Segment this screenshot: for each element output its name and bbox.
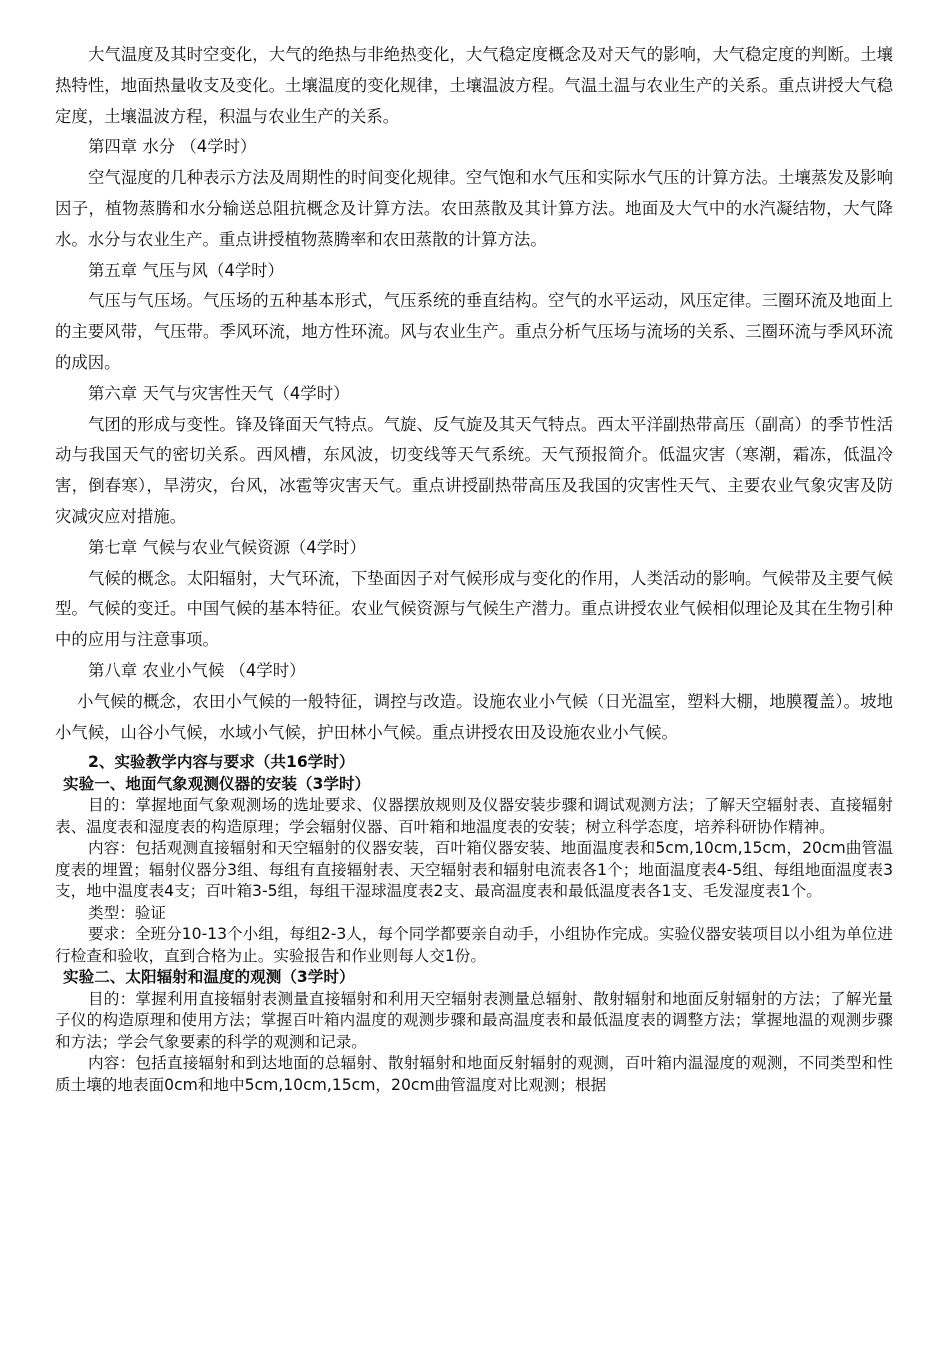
chapter-heading: 第六章 天气与灾害性天气（4学时） [88,383,350,403]
paragraph: 大气温度及其时空变化，大气的绝热与非绝热变化，大气稳定度概念及对天气的影响，大气稳定度的判断。土壤热特性，地面热量收支及变化。土壤温度的变化规律，土壤温波方程。气温土温与农业生产的关系。重点讲授大气稳定度，土壤温波方程，积温与农业生产的关系。 [55,45,893,126]
paragraph: 气压与气压场。气压场的五种基本形式，气压系统的垂直结构。空气的水平运动，风压定律。三圈环流及地面上的主要风带，气压带。季风环流，地方性环流。风与农业生产。重点分析气压场与流场的关系、三圈环流与季风环流的成因。 [55,291,893,372]
section-heading: 2、实验教学内容与要求（共16学时） [88,753,355,772]
experiment-content: 内容：包括观测直接辐射和天空辐射的仪器安装，百叶箱仪器安装、地面温度表和5cm,10cm,15cm，20cm曲管温度表的埋置；辐射仪器分3组、每组有直接辐射表、天空辐射表和辐射电流表各1个；地面温度表4-5组、每组地面温度表3支，地中温度表4支；百叶箱3-5组，每组干湿球温度表2支、最高温度表和最低温度表各1支、毛发湿度表1个。 [55,839,893,901]
experiment-title: 实验一、地面气象观测仪器的安装（3学时） [63,774,371,793]
paragraph: 空气湿度的几种表示方法及周期性的时间变化规律。空气饱和水气压和实际水气压的计算方法。土壤蒸发及影响因子，植物蒸腾和水分输送总阻抗概念及计算方法。农田蒸散及其计算方法。地面及大气中的水汽凝结物，大气降水。水分与农业生产。重点讲授植物蒸腾率和农田蒸散的计算方法。 [55,168,893,249]
chapter-heading: 第四章 水分 （4学时） [88,137,257,157]
paragraph: 小气候的概念，农田小气候的一般特征，调控与改造。设施农业小气候（日光温室，塑料大棚，地膜覆盖）。坡地小气候，山谷小气候，水域小气候，护田林小气候。重点讲授农田及设施农业小气候。 [55,691,893,742]
experiment-goal: 目的：掌握利用直接辐射表测量直接辐射和利用天空辐射表测量总辐射、散射辐射和地面反射辐射的方法；了解光量子仪的构造原理和使用方法；掌握百叶箱内温度的观测步骤和最高温度表和最低温度表的调整方法；掌握地温的观测步骤和方法；学会气象要素的科学的观测和记录。 [55,989,893,1051]
experiment-title: 实验二、太阳辐射和温度的观测（3学时） [63,968,355,987]
document-page [55,40,893,1096]
experiment-content: 内容：包括直接辐射和到达地面的总辐射、散射辐射和地面反射辐射的观测，百叶箱内温湿度的观测，不同类型和性质土壤的地表面0cm和地中5cm,10cm,15cm，20cm曲管温度对比观测；根据 [55,1054,893,1094]
experiment-type: 类型：验证 [88,903,166,922]
chapter-heading: 第八章 农业小气候 （4学时） [88,660,306,680]
chapter-heading: 第七章 气候与农业气候资源（4学时） [88,537,366,557]
experiment-requirement: 要求：全班分10-13个小组，每组2-3人，每个同学都要亲自动手，小组协作完成。实验仪器安装项目以小组为单位进行检查和验收，直到合格为止。实验报告和作业则每人交1份。 [55,925,893,965]
paragraph: 气团的形成与变性。锋及锋面天气特点。气旋、反气旋及其天气特点。西太平洋副热带高压（副高）的季节性活动与我国天气的密切关系。西风槽，东风波，切变线等天气系统。天气预报简介。低温灾害（寒潮，霜冻，低温冷害，倒春寒），旱涝灾，台风，冰雹等灾害天气。重点讲授副热带高压及我国的灾害性天气、主要农业气象灾害及防灾减灾应对措施。 [55,414,893,526]
experiment-goal: 目的：掌握地面气象观测场的选址要求、仪器摆放规则及仪器安装步骤和调试观测方法；了解天空辐射表、直接辐射表、温度表和湿度表的构造原理；学会辐射仪器、百叶箱和地温度表的安装；树立科学态度，培养科研协作精神。 [55,796,893,836]
chapter-heading: 第五章 气压与风（4学时） [88,260,284,280]
paragraph: 气候的概念。太阳辐射，大气环流，下垫面因子对气候形成与变化的作用，人类活动的影响。气候带及主要气候型。气候的变迁。中国气候的基本特征。农业气候资源与气候生产潜力。重点讲授农业气候相似理论及其在生物引种中的应用与注意事项。 [55,568,893,650]
